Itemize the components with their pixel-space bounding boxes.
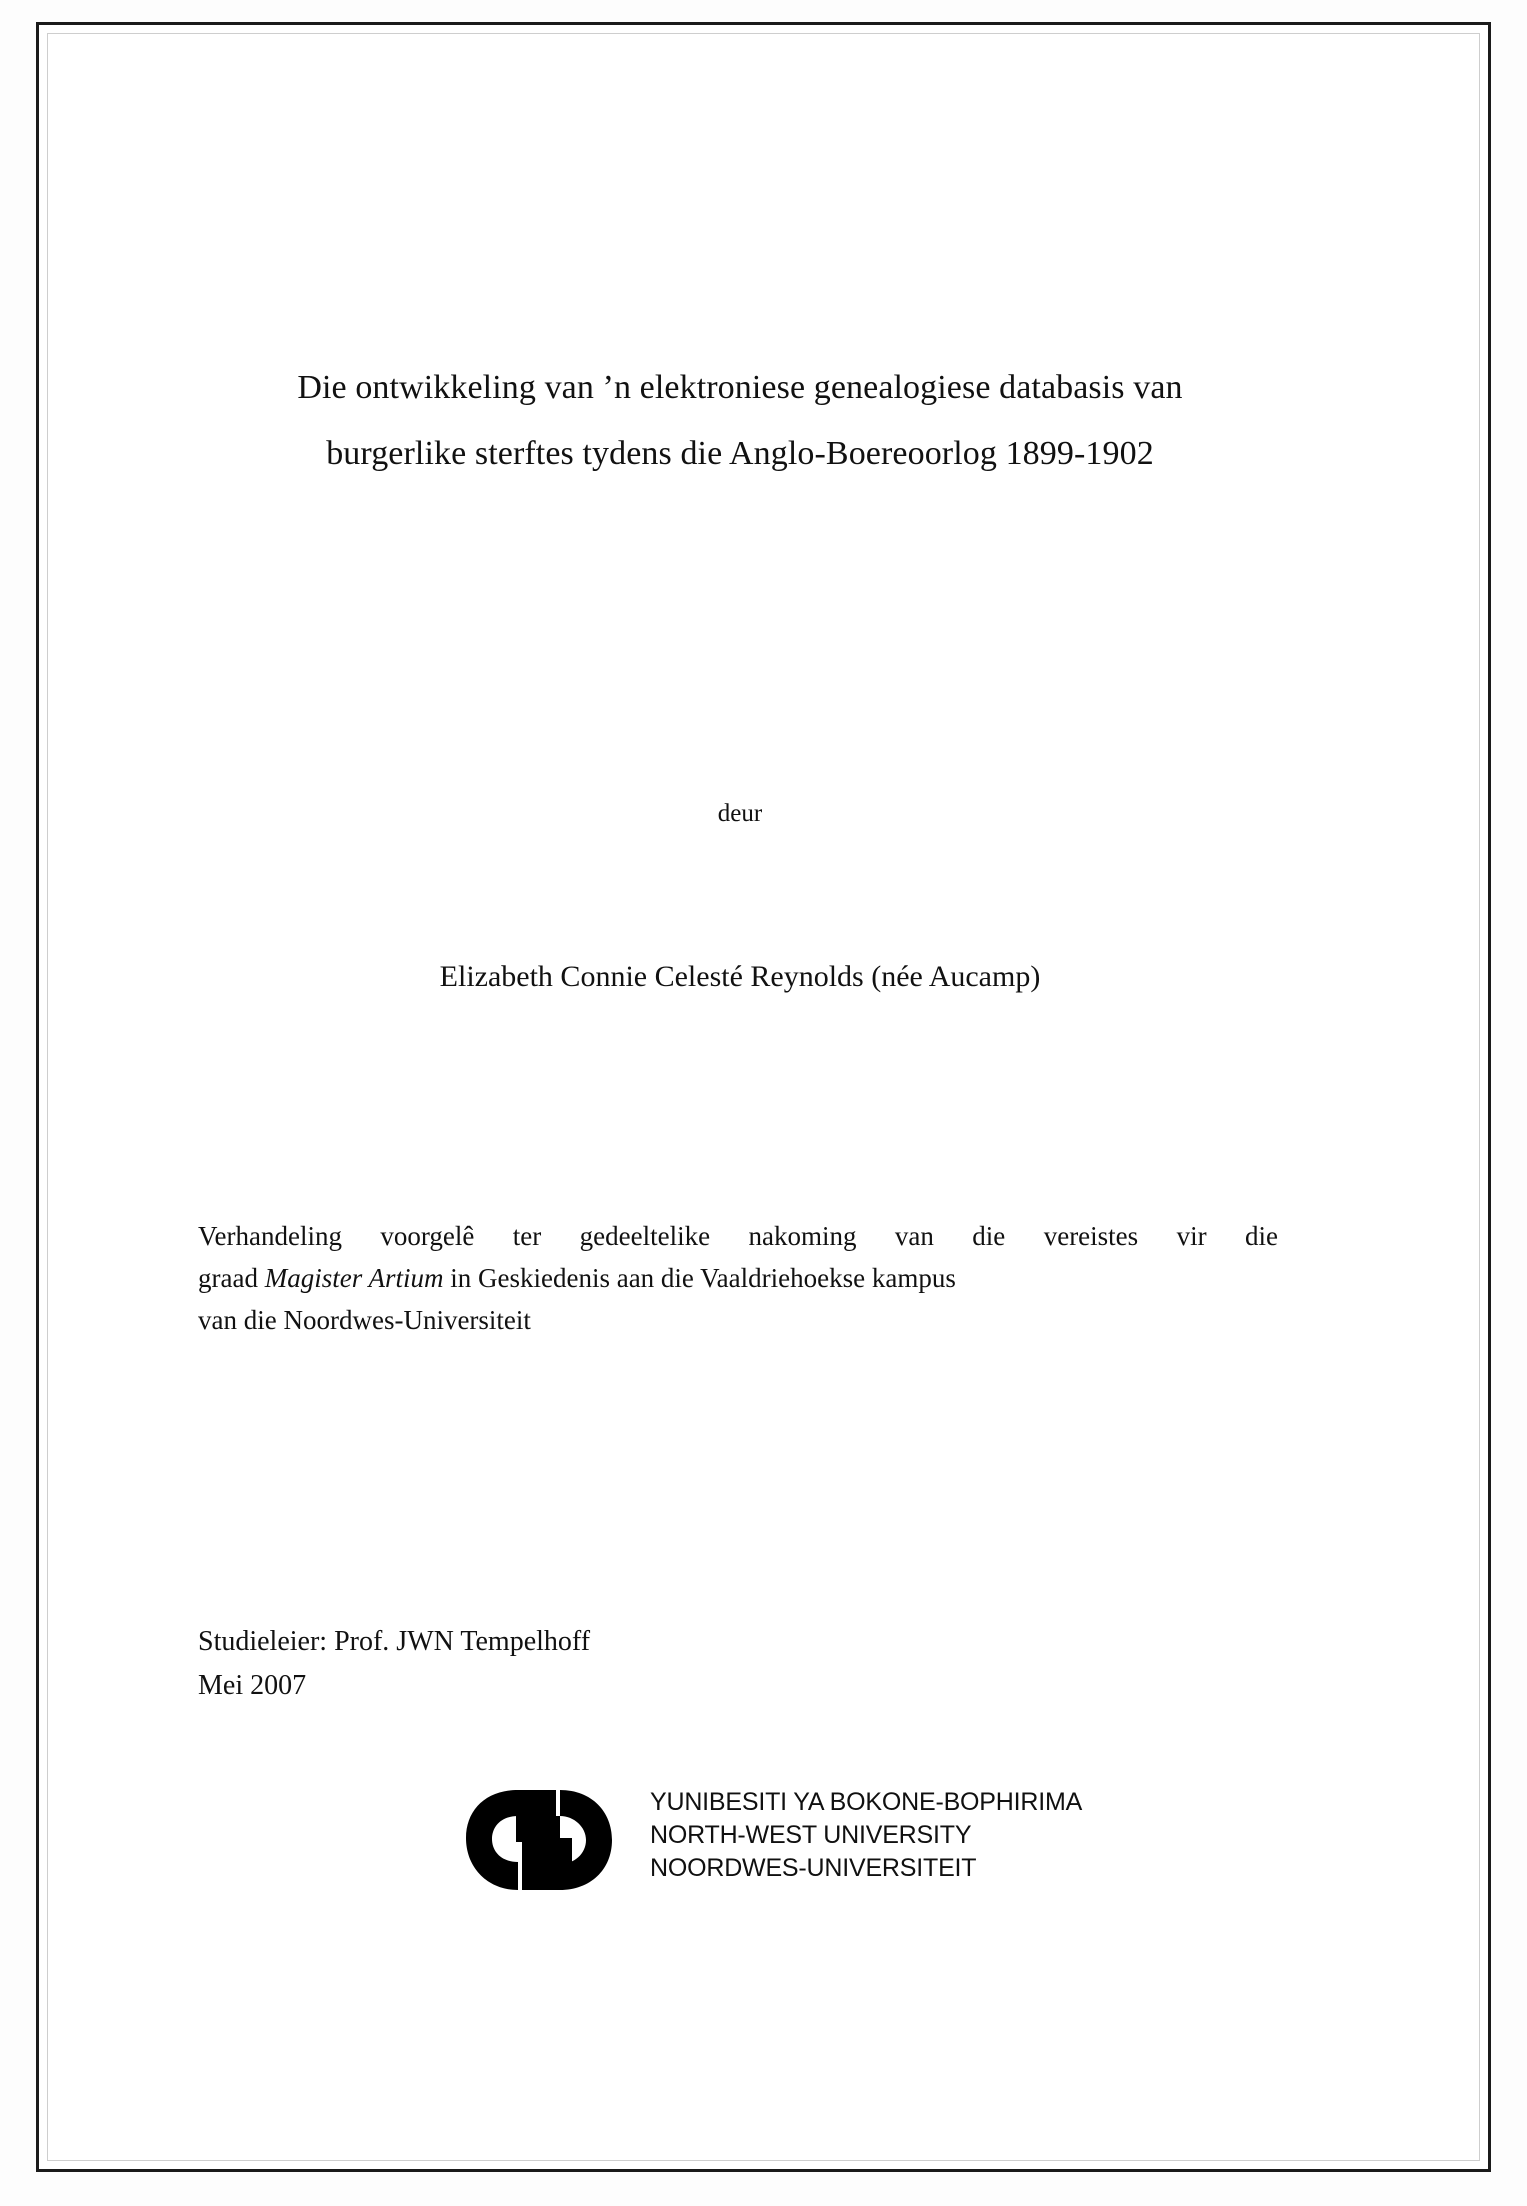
statement-line-2-suffix: in Geskiedenis aan die Vaaldriehoekse kampus xyxy=(443,1263,956,1293)
title-line-2: burgerlike sterftes tydens die Anglo-Boereoorlog 1899-1902 xyxy=(326,435,1154,472)
title-line-1: Die ontwikkeling van ’n elektroniese genealogiese databasis van xyxy=(297,369,1183,406)
logo-wordmark xyxy=(650,1786,1082,1885)
supervisor-line: Studieleier: Prof. JWN Tempelhoff xyxy=(198,1626,591,1657)
logo-line-3: NOORDWES-UNIVERSITEIT xyxy=(650,1854,977,1882)
logo-line-2: NORTH-WEST UNIVERSITY xyxy=(650,1821,972,1849)
north-west-university-logo-mark-icon xyxy=(460,1786,640,1894)
author-name: Elizabeth Connie Celesté Reynolds (née Aucamp) xyxy=(439,960,1041,993)
supervisor-and-date xyxy=(198,1620,1198,1708)
page-title xyxy=(150,355,1330,487)
by-label: deur xyxy=(717,800,763,827)
logo-line-1: YUNIBESITI YA BOKONE-BOPHIRIMA xyxy=(650,1788,1083,1816)
university-logo xyxy=(460,1780,1160,1910)
date-line: Mei 2007 xyxy=(198,1670,307,1701)
statement-line-2-prefix: graad xyxy=(198,1263,265,1293)
statement-line-3: van die Noordwes-Universiteit xyxy=(198,1305,531,1335)
degree-name: Magister Artium xyxy=(264,1263,444,1293)
statement-line-2 xyxy=(198,1257,1278,1299)
degree-statement xyxy=(198,1215,1278,1341)
statement-line-1: Verhandeling voorgelê ter gedeeltelike nakoming van die vereistes vir die xyxy=(198,1221,1278,1251)
title-page-content xyxy=(150,0,1330,2206)
